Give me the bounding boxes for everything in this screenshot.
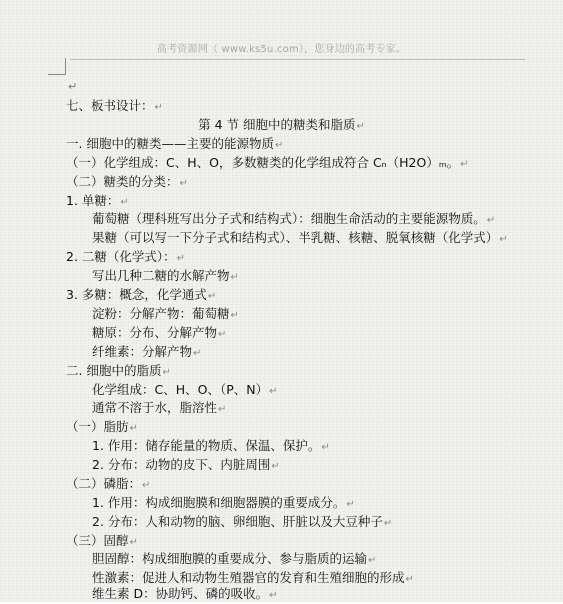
fructose-line: 果糖（可以写一下分子式和结构式）、半乳糖、核糖、脱氧核糖（化学式）↵ [92, 230, 508, 245]
paragraph-mark-icon: ↵ [129, 423, 138, 434]
paragraph-mark-icon: ↵ [162, 367, 171, 378]
paragraph-mark-icon: ↵ [68, 80, 78, 93]
glycogen-line: 糖原：分布、分解产物↵ [92, 325, 227, 340]
heading-lipids: 二. 细胞中的脂质↵ [66, 363, 171, 378]
paragraph-mark-icon: ↵ [230, 310, 239, 321]
paragraph-mark-icon: ↵ [230, 272, 239, 283]
starch-line: 淀粉：分解产物：葡萄糖↵ [92, 306, 239, 321]
cellulose-line: 纤维素：分解产物↵ [92, 344, 202, 359]
paragraph-mark-icon: ↵ [269, 590, 278, 601]
paragraph-mark-icon: ↵ [179, 178, 188, 189]
heading-sugars: 一. 细胞中的糖类——主要的能源物质↵ [66, 136, 284, 151]
paragraph-mark-icon: ↵ [176, 253, 186, 264]
disaccharide-line: 写出几种二糖的水解产物↵ [92, 268, 239, 283]
paragraph-mark-icon: ↵ [486, 215, 496, 226]
fat-function: 1. 作用：储存能量的物质、保温、保护。↵ [92, 438, 330, 453]
phospholipid-distribution: 2. 分布：人和动物的脑、卵细胞、肝脏以及大豆种子↵ [92, 514, 393, 529]
sugar-classification: （二）糖类的分类：↵ [66, 174, 188, 189]
glucose-line: 葡萄糖（理科班写出分子式和结构式）：细胞生命活动的主要能源物质。↵ [92, 211, 496, 226]
paragraph-mark-icon: ↵ [120, 197, 129, 208]
paragraph-mark-icon: ↵ [368, 555, 377, 566]
section-heading: 七、板书设计：↵ [66, 98, 163, 113]
paragraph-mark-icon: ↵ [383, 518, 393, 529]
paragraph-mark-icon: ↵ [207, 291, 217, 302]
disaccharide-heading: 2. 二糖（化学式）：↵ [66, 249, 186, 264]
paragraph-mark-icon: ↵ [321, 442, 330, 453]
paragraph-mark-icon: ↵ [356, 121, 365, 132]
paragraph-mark-icon: ↵ [405, 574, 414, 585]
sex-hormone-line: 性激素：促进人和动物生殖器官的发育和生殖细胞的形成↵ [92, 570, 414, 585]
paragraph-mark-icon: ↵ [193, 348, 202, 359]
paragraph-mark-icon: ↵ [142, 480, 151, 491]
paragraph-mark-icon: ↵ [218, 404, 227, 415]
vitamin-d-line: 维生素 D：协助钙、磷的吸收。↵ [92, 586, 278, 601]
paragraph-mark-icon: ↵ [271, 461, 280, 472]
paragraph-mark-icon: ↵ [346, 499, 355, 510]
sugar-composition: （一）化学组成：C、H、O，多数糖类的化学组成符合 Cₙ（H2O）ₘ。↵ [66, 155, 469, 170]
paragraph-mark-icon: ↵ [460, 159, 469, 170]
paragraph-mark-icon: ↵ [129, 537, 138, 548]
paragraph-mark-icon: ↵ [499, 234, 508, 245]
margin-corner-mark-horizontal [48, 74, 65, 75]
phospholipid-function: 1. 作用：构成细胞膜和细胞器膜的重要成分。↵ [92, 495, 355, 510]
polysaccharide-heading: 3. 多糖：概念，化学通式↵ [66, 287, 217, 302]
fat-distribution: 2. 分布：动物的皮下、内脏周围↵ [92, 457, 280, 472]
lesson-title: 第 4 节 细胞中的糖类和脂质↵ [198, 117, 365, 132]
sterol-heading: （三）固醇↵ [66, 533, 138, 548]
header-rule [70, 59, 525, 60]
paragraph-mark-icon: ↵ [274, 140, 284, 151]
margin-corner-mark [65, 58, 66, 75]
fat-heading: （一）脂肪↵ [66, 419, 138, 434]
page-header-text: 高考资源网（ www.ks5u.com），您身边的高考专家。 [156, 44, 407, 55]
paragraph-mark-icon: ↵ [218, 329, 227, 340]
paragraph-mark-icon: ↵ [154, 102, 163, 113]
paragraph-mark-icon: ↵ [269, 386, 278, 397]
phospholipid-heading: （二）磷脂：↵ [66, 476, 151, 491]
monosaccharide-heading: 1. 单糖：↵ [66, 193, 129, 208]
cholesterol-line: 胆固醇：构成细胞膜的重要成分、参与脂质的运输↵ [92, 551, 377, 566]
lipid-composition: 化学组成：C、H、O、（P、N）↵ [92, 382, 278, 397]
lipid-solubility: 通常不溶于水，脂溶性↵ [92, 400, 227, 415]
